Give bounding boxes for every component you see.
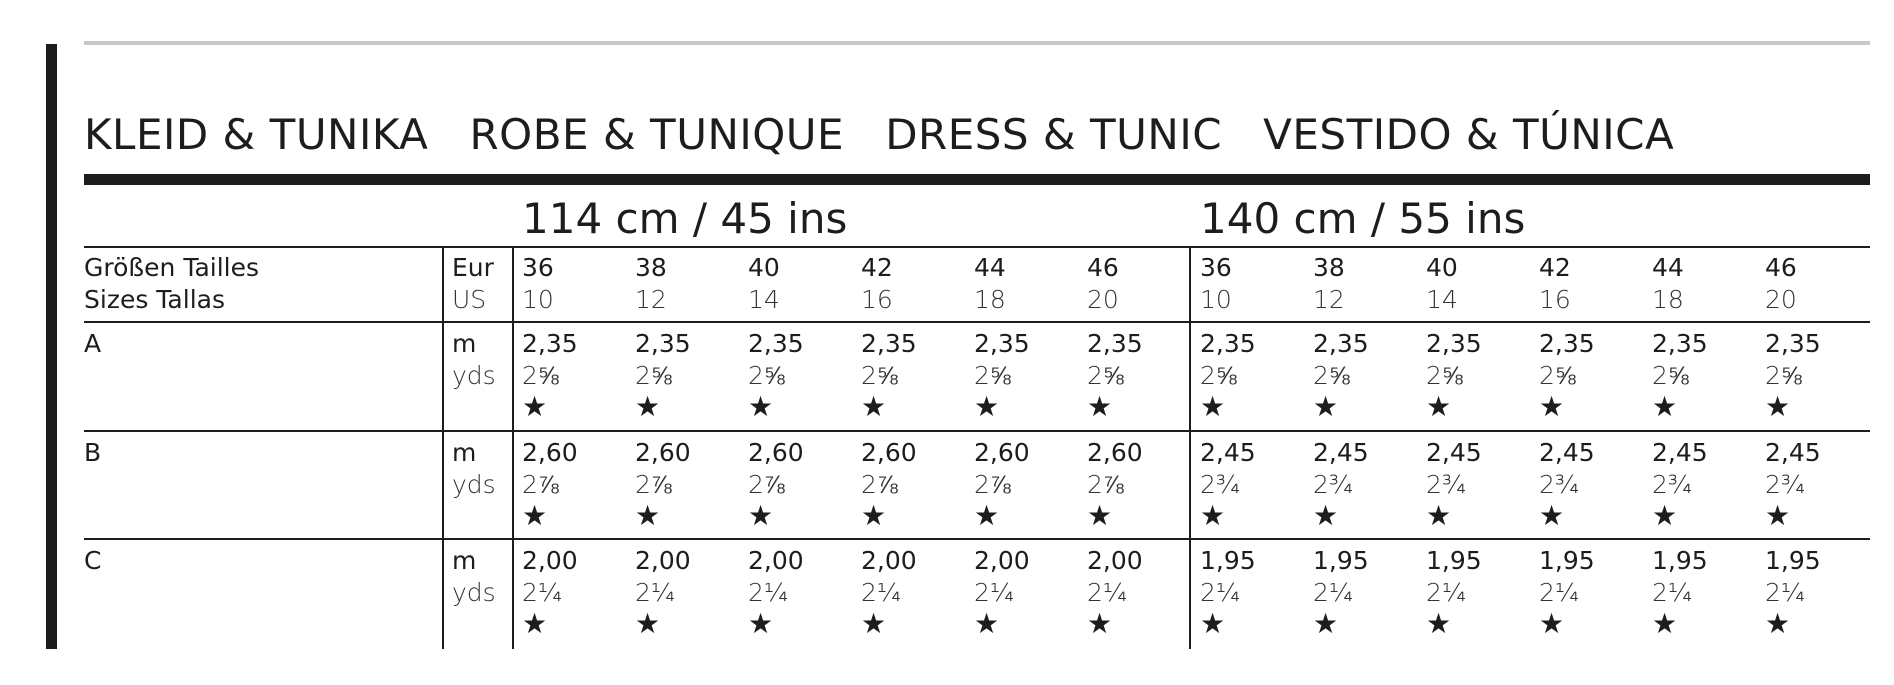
size-us: 10 [1200,285,1232,314]
star-icon: ★ [1652,390,1678,423]
metric-value: 2,35 [1313,329,1369,358]
view-label: A [84,329,102,358]
size-eur: 46 [1087,253,1119,282]
metric-value: 2,60 [1087,438,1143,467]
size-header-cell [1765,252,1797,316]
yardage-cell [974,437,1030,531]
size-eur: 38 [1313,253,1345,282]
yardage-cell [861,545,917,639]
star-icon: ★ [861,390,887,423]
metric-value: 2,00 [522,546,578,575]
star-icon: ★ [748,390,774,423]
imperial-value: 2¾ [1539,470,1580,499]
size-eur: 46 [1765,253,1797,282]
imperial-value: 2¼ [1200,578,1241,607]
metric-value: 1,95 [1652,546,1708,575]
size-header-cell [974,252,1006,316]
size-us: 20 [1765,285,1797,314]
star-icon: ★ [1087,390,1113,423]
yardage-cell [1765,437,1821,531]
imperial-value: 2⅞ [748,470,785,499]
star-icon: ★ [1426,499,1452,532]
yardage-cell [1426,328,1482,422]
metric-value: 2,60 [635,438,691,467]
yardage-cell [974,328,1030,422]
size-us: 14 [748,285,780,314]
yardage-cell [861,328,917,422]
size-header-cell [522,252,554,316]
size-header-cell [1539,252,1571,316]
size-eur: 38 [635,253,667,282]
star-icon: ★ [1765,499,1791,532]
size-header-cell [1652,252,1684,316]
star-icon: ★ [1200,499,1226,532]
size-label-line1: Größen Tailles [84,253,260,282]
unit-yds: yds [452,361,496,390]
title-de: KLEID & TUNIKA [84,110,429,159]
unit-eur: Eur [452,253,494,282]
imperial-value: 2⅞ [635,470,672,499]
star-icon: ★ [1313,607,1339,640]
unit-m: m [452,438,477,467]
metric-value: 2,35 [974,329,1030,358]
size-us: 14 [1426,285,1458,314]
metric-value: 2,00 [974,546,1030,575]
imperial-value: 2⅝ [1539,361,1576,390]
imperial-value: 2⅝ [1087,361,1124,390]
yardage-cell [1539,545,1595,639]
imperial-value: 2¼ [635,578,676,607]
metric-value: 2,60 [861,438,917,467]
size-header-cell [1087,252,1119,316]
metric-value: 1,95 [1200,546,1256,575]
title-rule [84,174,1870,185]
size-us: 18 [974,285,1006,314]
yardage-cell [1200,328,1256,422]
size-us: 12 [1313,285,1345,314]
metric-value: 1,95 [1539,546,1595,575]
size-eur: 36 [1200,253,1232,282]
row-rule-a [84,430,1870,432]
yardage-cell [1426,437,1482,531]
metric-value: 2,45 [1200,438,1256,467]
metric-value: 2,35 [1652,329,1708,358]
star-icon: ★ [861,499,887,532]
unit-yds: yds [452,578,496,607]
imperial-value: 2¼ [748,578,789,607]
group-140-divider [1189,246,1191,649]
star-icon: ★ [522,390,548,423]
metric-value: 2,45 [1539,438,1595,467]
yardage-cell [1087,328,1143,422]
yardage-cell [1087,545,1143,639]
size-eur: 40 [748,253,780,282]
yardage-cell [1652,545,1708,639]
imperial-value: 2⅞ [974,470,1011,499]
width-heading-114: 114 cm / 45 ins [522,194,848,243]
imperial-value: 2⅝ [1765,361,1802,390]
imperial-value: 2¼ [1313,578,1354,607]
unit-m: m [452,329,477,358]
imperial-value: 2¼ [1426,578,1467,607]
yardage-cell [974,545,1030,639]
star-icon: ★ [748,607,774,640]
yardage-cell [1200,437,1256,531]
imperial-value: 2¼ [1087,578,1128,607]
metric-value: 2,00 [748,546,804,575]
size-us: 12 [635,285,667,314]
imperial-value: 2¾ [1200,470,1241,499]
imperial-value: 2¼ [1539,578,1580,607]
star-icon: ★ [1313,499,1339,532]
yardage-cell [1426,545,1482,639]
metric-value: 2,00 [861,546,917,575]
metric-value: 2,35 [748,329,804,358]
size-header-cell [748,252,780,316]
star-icon: ★ [1087,499,1113,532]
imperial-value: 2⅝ [1426,361,1463,390]
size-eur: 42 [861,253,893,282]
imperial-value: 2⅞ [522,470,559,499]
view-unit-labels [452,328,496,392]
title-en: DRESS & TUNIC [885,110,1223,159]
star-icon: ★ [1539,499,1565,532]
metric-value: 2,45 [1765,438,1821,467]
imperial-value: 2¾ [1765,470,1806,499]
size-us: 10 [522,285,554,314]
metric-value: 2,00 [635,546,691,575]
star-icon: ★ [974,390,1000,423]
star-icon: ★ [1539,390,1565,423]
left-margin-bar [46,44,57,649]
title-row [84,105,1710,165]
metric-value: 2,60 [974,438,1030,467]
yardage-cell [748,545,804,639]
size-label-cell [84,252,259,316]
imperial-value: 2¼ [1652,578,1693,607]
size-header-cell [1426,252,1458,316]
star-icon: ★ [974,607,1000,640]
unit-m: m [452,546,477,575]
metric-value: 2,35 [1200,329,1256,358]
yardage-cell [1539,437,1595,531]
metric-value: 2,35 [861,329,917,358]
view-unit-labels [452,437,496,501]
metric-value: 2,35 [1426,329,1482,358]
star-icon: ★ [748,499,774,532]
size-us: 16 [861,285,893,314]
metric-value: 2,35 [635,329,691,358]
yardage-cell [1765,328,1821,422]
yardage-cell [1652,437,1708,531]
title-fr: ROBE & TUNIQUE [469,110,845,159]
yardage-cell [1313,328,1369,422]
yardage-cell [1313,437,1369,531]
star-icon: ★ [1087,607,1113,640]
imperial-value: 2¾ [1313,470,1354,499]
size-eur: 36 [522,253,554,282]
size-header-cell [635,252,667,316]
star-icon: ★ [1200,607,1226,640]
star-icon: ★ [1765,390,1791,423]
size-header-cell [1313,252,1345,316]
metric-value: 2,35 [1765,329,1821,358]
size-eur: 42 [1539,253,1571,282]
imperial-value: 2⅝ [1313,361,1350,390]
yardage-cell [1087,437,1143,531]
star-icon: ★ [1652,499,1678,532]
size-header-cell [861,252,893,316]
view-label: C [84,546,102,575]
metric-value: 1,95 [1765,546,1821,575]
yardage-cell [1652,328,1708,422]
metric-value: 2,35 [522,329,578,358]
imperial-value: 2¼ [522,578,563,607]
metric-value: 1,95 [1426,546,1482,575]
imperial-value: 2⅝ [974,361,1011,390]
group-114-divider [512,246,514,649]
star-icon: ★ [1652,607,1678,640]
yardage-cell [1765,545,1821,639]
size-us: 16 [1539,285,1571,314]
size-us: 18 [1652,285,1684,314]
imperial-value: 2⅝ [1200,361,1237,390]
imperial-value: 2⅞ [1087,470,1124,499]
imperial-value: 2⅝ [748,361,785,390]
row-rule-b [84,538,1870,540]
yardage-cell [522,437,578,531]
imperial-value: 2⅞ [861,470,898,499]
metric-value: 2,45 [1313,438,1369,467]
star-icon: ★ [1313,390,1339,423]
yardage-cell [635,545,691,639]
imperial-value: 2⅝ [635,361,672,390]
star-icon: ★ [522,499,548,532]
size-unit-cell [452,252,494,316]
star-icon: ★ [522,607,548,640]
star-icon: ★ [635,607,661,640]
yardage-cell [635,328,691,422]
size-header-cell [1200,252,1232,316]
size-eur: 44 [974,253,1006,282]
star-icon: ★ [1426,607,1452,640]
unit-us: US [452,285,487,314]
star-icon: ★ [1426,390,1452,423]
star-icon: ★ [861,607,887,640]
star-icon: ★ [635,390,661,423]
star-icon: ★ [974,499,1000,532]
title-es: VESTIDO & TÚNICA [1263,110,1675,159]
unit-column-divider [442,246,444,649]
imperial-value: 2⅝ [861,361,898,390]
metric-value: 2,45 [1652,438,1708,467]
width-heading-140: 140 cm / 55 ins [1200,194,1526,243]
metric-value: 2,35 [1539,329,1595,358]
unit-yds: yds [452,470,496,499]
top-rule [84,41,1870,45]
yardage-cell [635,437,691,531]
size-eur: 40 [1426,253,1458,282]
imperial-value: 2¼ [861,578,902,607]
star-icon: ★ [1765,607,1791,640]
metric-value: 2,35 [1087,329,1143,358]
row-rule-header [84,321,1870,323]
metric-value: 2,60 [748,438,804,467]
yardage-cell [1200,545,1256,639]
metric-value: 2,45 [1426,438,1482,467]
star-icon: ★ [635,499,661,532]
size-eur: 44 [1652,253,1684,282]
metric-value: 1,95 [1313,546,1369,575]
imperial-value: 2⅝ [1652,361,1689,390]
size-label-line2: Sizes Tallas [84,285,225,314]
imperial-value: 2¾ [1652,470,1693,499]
yardage-cell [861,437,917,531]
imperial-value: 2¼ [974,578,1015,607]
view-label: B [84,438,102,467]
metric-value: 2,60 [522,438,578,467]
size-us: 20 [1087,285,1119,314]
yardage-cell [748,437,804,531]
star-icon: ★ [1539,607,1565,640]
header-rule [84,246,1870,248]
yardage-cell [1313,545,1369,639]
yardage-cell [522,545,578,639]
metric-value: 2,00 [1087,546,1143,575]
view-unit-labels [452,545,496,609]
imperial-value: 2⅝ [522,361,559,390]
imperial-value: 2¾ [1426,470,1467,499]
star-icon: ★ [1200,390,1226,423]
yardage-cell [522,328,578,422]
yardage-cell [748,328,804,422]
imperial-value: 2¼ [1765,578,1806,607]
yardage-cell [1539,328,1595,422]
